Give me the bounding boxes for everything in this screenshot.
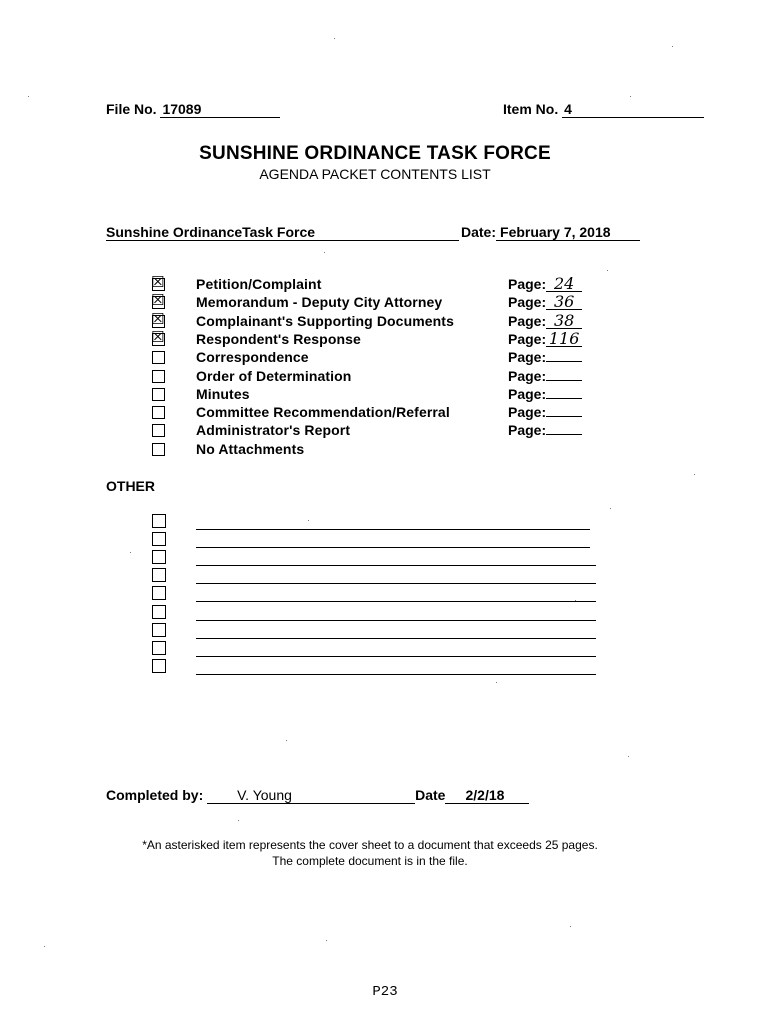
checkmark-icon: ☒ — [151, 328, 165, 346]
page-label: Page: — [508, 276, 547, 292]
other-entry-line[interactable] — [196, 674, 596, 675]
page-value: 24 — [546, 277, 582, 292]
other-checkbox[interactable] — [152, 605, 166, 619]
completed-date-label: Date — [415, 787, 446, 803]
scan-speck — [308, 520, 309, 521]
meeting-body — [106, 224, 459, 241]
page-reference — [508, 331, 582, 347]
completed-by-label: Completed by: — [106, 787, 204, 803]
other-entry-line[interactable] — [196, 601, 596, 602]
checkmark-icon: ☒ — [151, 310, 165, 328]
checkbox[interactable] — [151, 310, 165, 328]
scan-speck — [575, 600, 576, 601]
scan-speck — [324, 252, 325, 253]
page-subtitle: AGENDA PACKET CONTENTS LIST — [259, 166, 491, 182]
checkbox[interactable] — [151, 291, 165, 309]
checklist-item-label: No Attachments — [196, 441, 305, 457]
other-checkbox[interactable] — [152, 532, 166, 546]
scan-speck — [130, 552, 131, 553]
file-number-value: 17089 — [160, 101, 280, 118]
other-checkbox[interactable] — [152, 586, 166, 600]
checklist-item-label: Committee Recommendation/Referral — [196, 404, 450, 420]
page-number: P23 — [372, 984, 398, 1000]
checklist-item-label: Administrator's Report — [196, 422, 351, 438]
checkbox[interactable] — [151, 273, 165, 291]
file-number — [106, 101, 280, 118]
checklist-item-label: Memorandum - Deputy City Attorney — [196, 294, 443, 310]
scan-speck — [28, 96, 29, 97]
checkmark-icon: ☒ — [151, 273, 165, 291]
other-entry-line[interactable] — [196, 547, 590, 548]
completed-by-value: V. Young — [207, 787, 415, 804]
other-section-label: OTHER — [106, 478, 155, 494]
checklist-item-label: Complainant's Supporting Documents — [196, 313, 454, 329]
meeting-date-value: February 7, 2018 — [496, 224, 640, 241]
page-value — [546, 380, 582, 381]
completed-date-value: 2/2/18 — [445, 787, 529, 804]
page-reference — [508, 404, 582, 420]
page-value — [546, 398, 582, 399]
page-label: Page: — [508, 294, 547, 310]
item-number-label: Item No. — [503, 101, 559, 117]
checkbox[interactable] — [152, 388, 165, 401]
other-entry-line[interactable] — [196, 565, 596, 566]
scan-speck — [334, 38, 335, 39]
scan-speck — [628, 756, 629, 757]
page-label: Page: — [508, 404, 547, 420]
scan-speck — [496, 682, 497, 683]
page-reference — [508, 349, 582, 365]
file-number-label: File No. — [106, 101, 157, 117]
page-value: 116 — [546, 332, 582, 347]
checklist-item-label: Respondent's Response — [196, 331, 361, 347]
completed-by — [106, 787, 529, 804]
checklist-item-label: Correspondence — [196, 349, 309, 365]
page-value — [546, 361, 582, 362]
scan-speck — [44, 946, 45, 947]
page-title: SUNSHINE ORDINANCE TASK FORCE — [199, 143, 551, 164]
meeting-body-value: Sunshine OrdinanceTask Force — [106, 224, 459, 241]
scan-speck — [610, 508, 611, 509]
meeting-date — [461, 224, 640, 241]
scan-speck — [326, 940, 327, 941]
checklist-item-label: Petition/Complaint — [196, 276, 322, 292]
checkbox[interactable] — [152, 351, 165, 364]
other-checkbox[interactable] — [152, 623, 166, 637]
other-entry-line[interactable] — [196, 638, 596, 639]
checkbox[interactable] — [152, 406, 165, 419]
page-label: Page: — [508, 368, 547, 384]
scan-speck — [607, 270, 608, 271]
page-reference — [508, 386, 582, 402]
footnote-line-2: The complete document is in the file. — [272, 854, 468, 868]
page-reference — [508, 276, 582, 292]
other-checkbox[interactable] — [152, 659, 166, 673]
checkbox[interactable] — [151, 328, 165, 346]
other-entry-line[interactable] — [196, 656, 596, 657]
page-value: 36 — [546, 295, 582, 310]
meeting-date-label: Date: — [461, 224, 497, 240]
other-entry-line[interactable] — [196, 620, 596, 621]
scan-speck — [694, 474, 695, 475]
checklist-item-label: Minutes — [196, 386, 250, 402]
scan-speck — [672, 46, 673, 47]
footnote-line-1: *An asterisked item represents the cover sheet to a document that exceeds 25 pages. — [142, 838, 598, 852]
checkbox[interactable] — [152, 443, 165, 456]
page-value: 38 — [546, 314, 582, 329]
other-entry-line[interactable] — [196, 529, 590, 530]
item-number — [503, 101, 704, 118]
scan-speck — [286, 740, 287, 741]
other-checkbox[interactable] — [152, 550, 166, 564]
page-reference — [508, 294, 582, 310]
page-value — [546, 434, 582, 435]
page-label: Page: — [508, 422, 547, 438]
other-checkbox[interactable] — [152, 514, 166, 528]
scan-speck — [630, 96, 631, 97]
checkbox[interactable] — [152, 424, 165, 437]
checklist-item-label: Order of Determination — [196, 368, 352, 384]
page-reference — [508, 313, 582, 329]
page-reference — [508, 422, 582, 438]
other-checkbox[interactable] — [152, 568, 166, 582]
item-number-value: 4 — [562, 101, 704, 118]
scan-speck — [570, 926, 571, 927]
page-label: Page: — [508, 386, 547, 402]
page-reference — [508, 368, 582, 384]
scan-speck — [238, 820, 239, 821]
other-entry-line[interactable] — [196, 583, 596, 584]
checkmark-icon: ☒ — [151, 291, 165, 309]
page-label: Page: — [508, 349, 547, 365]
page-value — [546, 416, 582, 417]
other-checkbox[interactable] — [152, 641, 166, 655]
page-label: Page: — [508, 331, 547, 347]
checkbox[interactable] — [152, 370, 165, 383]
page-label: Page: — [508, 313, 547, 329]
